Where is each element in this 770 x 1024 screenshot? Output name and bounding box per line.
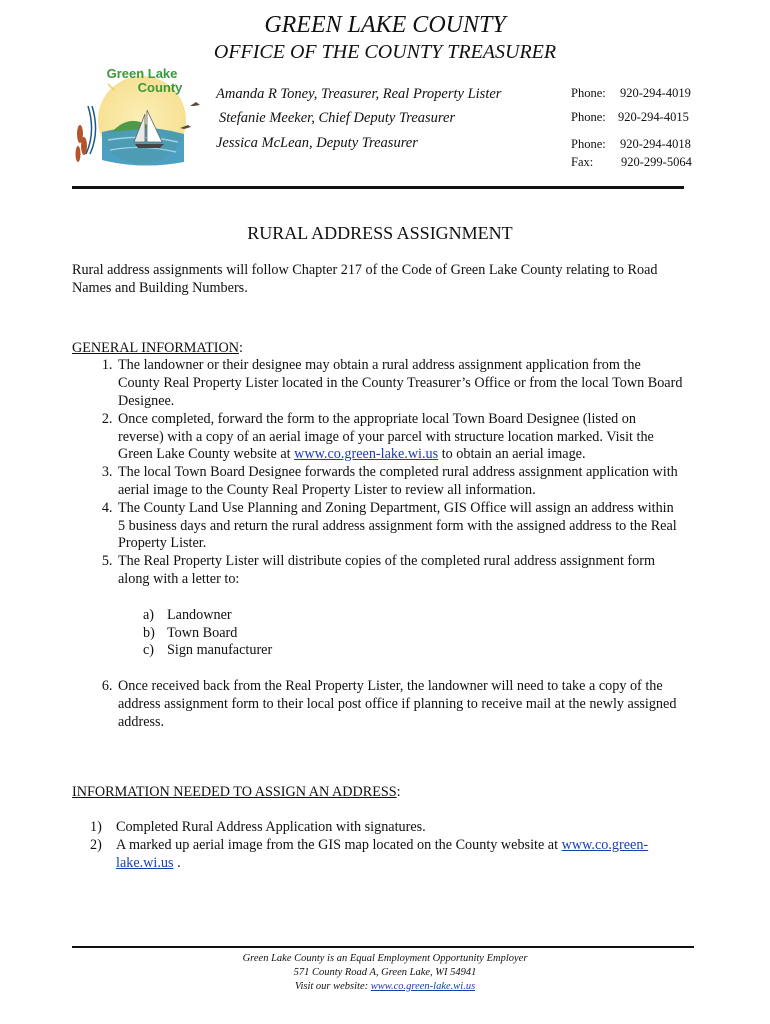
header-divider: [72, 186, 684, 189]
list-item-text: Once completed, forward the form to the appropriate local Town Board Designee (listed on reverse) with a copy of an aerial image of your parcel with structure location marked. Visit the Green Lake County website at: [118, 410, 654, 463]
document-title: RURAL ADDRESS ASSIGNMENT: [247, 223, 513, 243]
list-item: [116, 464, 684, 500]
sub-text: Town Board: [167, 624, 238, 641]
needed-text-part: .: [173, 854, 181, 871]
county-logo: [72, 62, 212, 172]
sub-marker: c): [143, 642, 155, 659]
footer-website-link[interactable]: www.co.green-lake.wi.us: [370, 981, 476, 992]
needed-marker: 2): [90, 837, 102, 854]
general-list: [72, 357, 684, 731]
county-seal-icon: [72, 62, 212, 172]
list-item: [116, 500, 684, 553]
gis-website-link[interactable]: www.co.green-lake.wi.us: [116, 837, 649, 871]
county-website-link[interactable]: www.co.green-lake.wi.us: [294, 446, 439, 463]
general-heading-line: [72, 340, 684, 358]
logo-text-line2: County: [137, 80, 183, 95]
list-item-text: to obtain an aerial image.: [438, 446, 586, 463]
fax-label: Fax:: [571, 155, 594, 169]
sub-marker: b): [143, 624, 155, 641]
list-item-text: The landowner or their designee may obtain a rural address assignment application from the County Real Property Lister located in the County Treasurer’s Office or from the local Town Board Designee.: [118, 357, 683, 409]
needed-list: [72, 819, 684, 872]
document-body: [72, 262, 684, 873]
list-item: [116, 678, 684, 731]
needed-marker: 1): [90, 819, 102, 836]
sub-list-item: [141, 625, 684, 643]
footer-address: 571 County Road A, Green Lake, WI 54941: [293, 967, 477, 978]
list-item: [116, 553, 684, 660]
list-item-text: The local Town Board Designee forwards the completed rural address assignment application with aerial image to the County Real Property Lister to review all information.: [118, 464, 678, 498]
needed-item: [90, 819, 684, 837]
sub-text: Landowner: [167, 606, 232, 623]
needed-heading: INFORMATION NEEDED TO ASSIGN AN ADDRESS: [72, 783, 397, 800]
needed-text: Completed Rural Address Application with signatures.: [116, 819, 426, 836]
staff-name-3: Jessica McLean, Deputy Treasurer: [216, 135, 418, 151]
list-item-text: The County Land Use Planning and Zoning Department, GIS Office will assign an address within 5 business days and return the rural address assignment form with the assigned address to the Real Property Lister.: [118, 499, 677, 552]
needed-heading-colon: :: [396, 783, 401, 800]
sub-text: Sign manufacturer: [167, 642, 273, 659]
office-title: OFFICE OF THE COUNTY TREASURER: [213, 41, 557, 63]
phone-number-1: 920-294-4019: [620, 86, 691, 100]
phone-number-2: 920-294-4015: [618, 110, 689, 124]
intro-paragraph: Rural address assignments will follow Chapter 217 of the Code of Green Lake County relating to Road Names and Building Numbers.: [72, 262, 658, 296]
phone-label-2: Phone:: [571, 110, 606, 124]
phone-number-3: 920-294-4018: [620, 137, 691, 151]
footer-divider: [72, 946, 694, 948]
footer-eeo: Green Lake County is an Equal Employment Opportunity Employer: [242, 953, 528, 964]
fax-number: 920-299-5064: [621, 155, 692, 169]
list-item: [116, 411, 684, 464]
general-heading: GENERAL INFORMATION: [72, 339, 239, 356]
footer: [0, 952, 770, 994]
phone-label-3: Phone:: [571, 137, 606, 151]
phone-label-1: Phone:: [571, 86, 606, 100]
needed-heading-line: [72, 784, 684, 802]
sub-list-item: [141, 642, 684, 660]
needed-item: [90, 837, 684, 873]
general-heading-colon: :: [238, 339, 243, 356]
list-item-text: Once received back from the Real Property Lister, the landowner will need to take a copy of the address assignment form to their local post office if planning to receive mail at the newly assigned address.: [118, 678, 677, 730]
footer-website-line: [0, 980, 770, 994]
county-title: GREEN LAKE COUNTY: [264, 12, 506, 38]
needed-text: [116, 837, 684, 873]
staff-name-2: Stefanie Meeker, Chief Deputy Treasurer: [219, 110, 456, 126]
needed-text-part: A marked up aerial image from the GIS map located on the County website at: [116, 837, 562, 854]
list-item: [116, 357, 684, 410]
footer-website-label: Visit our website:: [294, 981, 371, 992]
sub-list-item: [141, 607, 684, 625]
list-item-text: The Real Property Lister will distribute copies of the completed rural address assignment form along with a letter to:: [118, 553, 656, 587]
logo-text-line1: Green Lake: [106, 66, 178, 81]
recipient-list: [118, 607, 684, 660]
staff-name-1: Amanda R Toney, Treasurer, Real Property Lister: [216, 86, 502, 102]
sub-marker: a): [143, 606, 155, 623]
